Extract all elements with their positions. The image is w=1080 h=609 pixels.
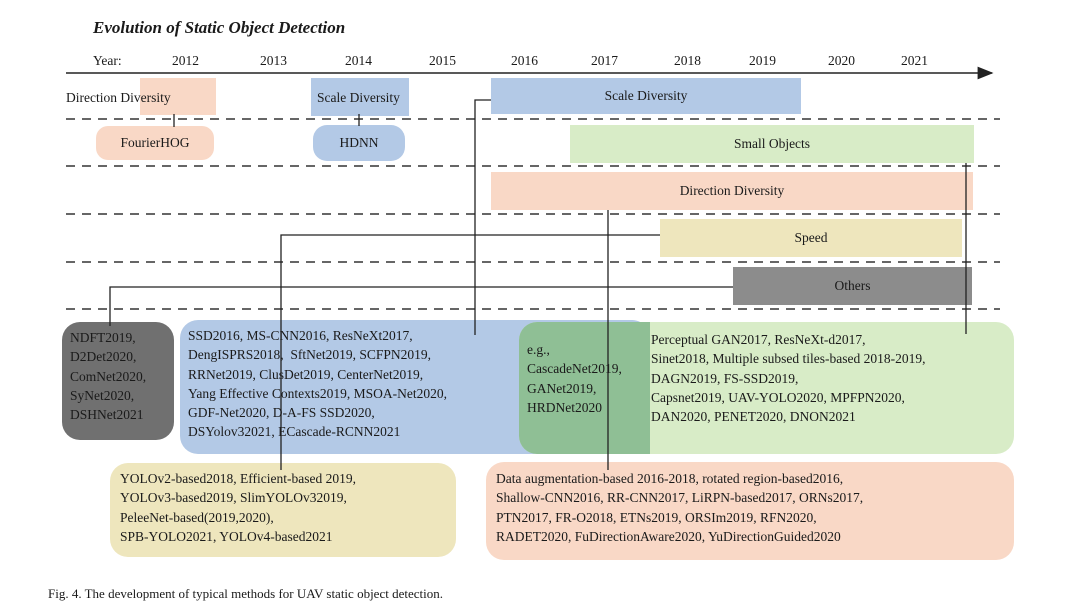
hdnn-box xyxy=(313,125,405,161)
year-2016: 2016 xyxy=(511,53,538,68)
figure-caption: Fig. 4. The development of typical methods for UAV static object detection. xyxy=(48,586,443,601)
method-line: NDFT2019, xyxy=(70,330,136,345)
lane-label-scale-diversity-2014: Scale Diversity xyxy=(317,90,400,105)
others-label: Others xyxy=(834,278,871,293)
year-axis-label: Year: xyxy=(93,53,122,68)
connector-scale-group xyxy=(475,100,491,335)
method-line: SSD2016, MS-CNN2016, ResNeXt2017, xyxy=(188,328,413,343)
method-line: D2Det2020, xyxy=(70,349,137,365)
method-line: SyNet2020, xyxy=(70,387,135,403)
speed-bar xyxy=(660,219,962,257)
year-2013: 2013 xyxy=(260,53,287,68)
speed-methods-box xyxy=(110,463,456,557)
method-line: RADET2020, FuDirectionAware2020, YuDirectionGuided2020 xyxy=(496,528,841,544)
method-line: YOLOv2-based2018, Efficient-based 2019, xyxy=(120,471,356,486)
method-line: SPB-YOLO2021, YOLOv4-based2021 xyxy=(120,528,333,544)
method-line: GDF-Net2020, D-A-FS SSD2020, xyxy=(188,405,375,421)
method-line: HRDNet2020 xyxy=(527,399,602,415)
small-objects-bar xyxy=(570,125,974,163)
others-methods-box xyxy=(62,322,174,440)
year-2020: 2020 xyxy=(828,53,855,68)
method-line: Capsnet2019, UAV-YOLO2020, MPFPN2020, xyxy=(651,389,905,405)
method-line: DSHNet2021 xyxy=(70,407,144,423)
small-objects-label: Small Objects xyxy=(733,136,811,151)
direction-methods-box xyxy=(486,462,1014,560)
overlap-methods-box xyxy=(519,322,650,454)
method-line: RRNet2019, ClusDet2019, CenterNet2019, xyxy=(188,366,424,382)
method-line: Yang Effective Contexts2019, MSOA-Net2020, xyxy=(188,385,447,401)
method-line: DAGN2019, FS-SSD2019, xyxy=(651,370,799,386)
method-line: CascadeNet2019, xyxy=(527,361,622,377)
fourierhog-label: FourierHOG xyxy=(120,135,190,150)
method-line: YOLOv3-based2019, SlimYOLOv32019, xyxy=(120,490,347,506)
method-line: GANet2019, xyxy=(527,380,597,396)
speed-label: Speed xyxy=(794,230,828,245)
year-2015: 2015 xyxy=(429,53,456,68)
method-line: Sinet2018, Multiple subsed tiles-based 2018-2019, xyxy=(651,351,926,367)
lane-label-direction-diversity: Direction Diversity xyxy=(66,90,171,105)
scale-diversity-label: Scale Diversity xyxy=(604,88,688,103)
fourierhog-box xyxy=(96,126,214,160)
method-line: e.g., xyxy=(527,342,550,357)
year-2021: 2021 xyxy=(901,53,928,68)
method-line: DAN2020, PENET2020, DNON2021 xyxy=(651,409,856,425)
year-2014: 2014 xyxy=(345,53,372,68)
year-2012: 2012 xyxy=(172,53,199,68)
method-line: ComNet2020, xyxy=(70,368,147,384)
method-line: PTN2017, FR-O2018, ETNs2019, ORSIm2019, RFN2020, xyxy=(496,509,817,525)
hdnn-label: HDNN xyxy=(339,135,379,150)
year-2019: 2019 xyxy=(749,53,776,68)
year-2017: 2017 xyxy=(591,53,618,68)
method-line: DengISPRS2018, SftNet2019, SCFPN2019, xyxy=(188,347,432,363)
method-line: Perceptual GAN2017, ResNeXt-d2017, xyxy=(651,332,866,347)
diagram-title: Evolution of Static Object Detection xyxy=(93,18,346,37)
method-line: PeleeNet-based(2019,2020), xyxy=(120,509,274,525)
direction-diversity-label: Direction Diversity xyxy=(679,183,785,198)
method-line: Data augmentation-based 2016-2018, rotated region-based2016, xyxy=(496,471,844,486)
scale-diversity-bar xyxy=(491,78,801,114)
method-line: DSYolov32021, ECascade-RCNN2021 xyxy=(188,424,401,440)
method-line: Shallow-CNN2016, RR-CNN2017, LiRPN-based2017, ORNs2017, xyxy=(496,490,864,506)
others-bar xyxy=(733,267,972,305)
direction-diversity-bar xyxy=(491,172,973,210)
year-2018: 2018 xyxy=(674,53,701,68)
